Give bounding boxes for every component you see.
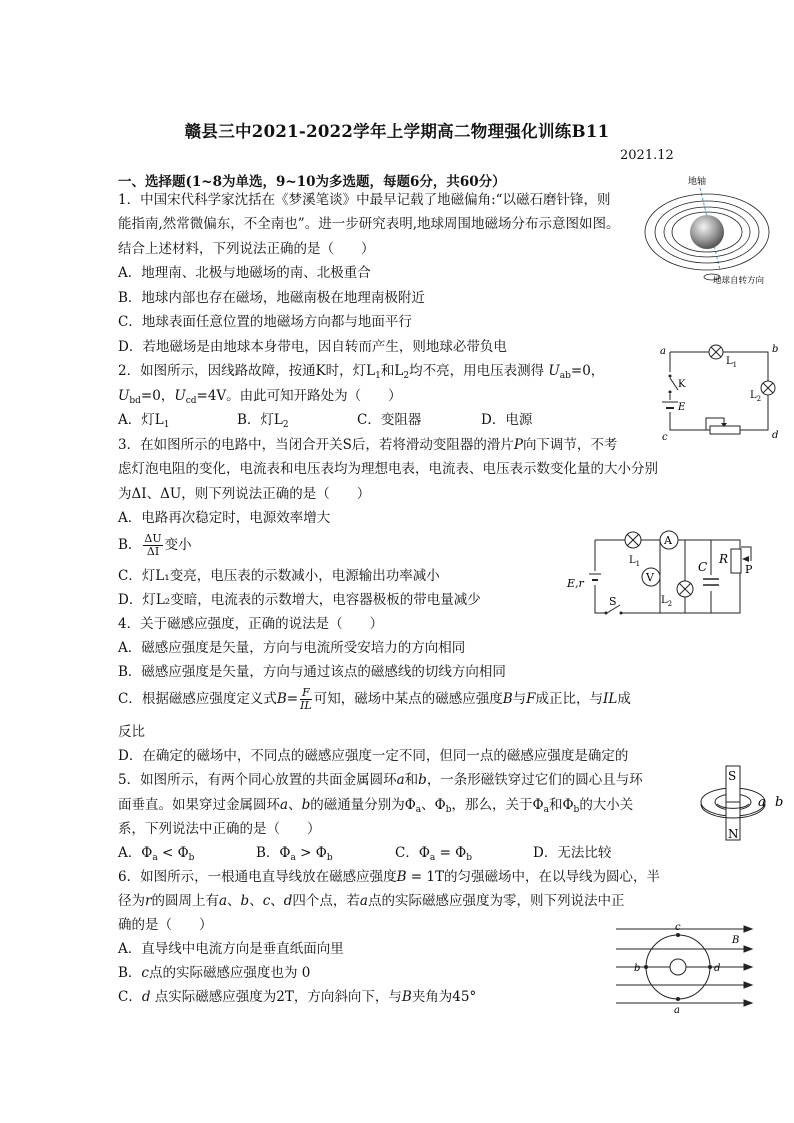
q2-circuit-figure — [658, 340, 788, 445]
q1-option-d: D．若地磁场是由地球本身带电，因自转而产生，则地球必带负电 — [118, 339, 507, 355]
svg-text:d: d — [714, 963, 721, 974]
svg-text:a: a — [674, 1005, 680, 1016]
svg-text:d: d — [772, 430, 779, 441]
q6-field-wire-figure — [612, 915, 762, 1025]
q5-line2: 面垂直。如果穿过金属圆环a、b的磁通量分别为$\Phi_a$、$\Phi_b$，那么，关于$\Phi_a$和$\Phi_b$的大小关 — [118, 797, 634, 815]
q3-line2: 虑灯泡电阻的变化，电流表和电压表均为理想电表，电流表、电压表示数变化量的大小分别 — [118, 461, 658, 477]
axis-label: 地轴 — [688, 177, 707, 187]
svg-text:c: c — [675, 922, 681, 933]
q6-option-c: C．d 点实际磁感应强度为2T，方向斜向下，与B夹角为45° — [118, 989, 477, 1005]
q1-option-a: A．地理南、北极与地磁场的南、北极重合 — [118, 265, 371, 281]
q1-line2: 能指南,然常微偏东，不全南也”。进一步研究表明,地球周围地磁场分布示意图如图。 — [118, 216, 620, 232]
q2-option-d: D．电源 — [481, 412, 533, 428]
q4-line1: 4．关于磁感应强度，正确的说法是（ ） — [118, 616, 384, 632]
q6-line3: 确的是（ ） — [118, 917, 213, 933]
q3-option-c: C．灯L₁变亮，电压表的示数减小，电源输出功率减小 — [118, 568, 440, 584]
q3-line3: 为ΔI、ΔU，则下列说法正确的是（ ） — [118, 486, 371, 502]
q6-line1: 6．如图所示，一根通电直导线放在磁感应强度B = 1T的匀强磁场中，在以导线为圆心，半 — [118, 869, 661, 885]
q5-option-a: A．$\Phi_a < \Phi_b$ — [118, 845, 195, 863]
q5-option-d: D．无法比较 — [533, 845, 612, 861]
svg-text:L2: $L_2$ — [750, 390, 762, 403]
svg-text:b: b — [772, 344, 779, 355]
rotation-label: 地球自转方向 — [713, 276, 765, 286]
q5-line3: 系，下列说法中正确的是（ ） — [118, 821, 321, 837]
svg-text:S: S — [609, 595, 617, 608]
svg-text:V: V — [646, 571, 654, 584]
q6-option-a: A．直导线中电流方向是垂直纸面向里 — [118, 941, 344, 957]
q1-line3: 结合上述材料，下列说法正确的是（ ） — [118, 241, 375, 257]
q1-option-b: B．地球内部也存在磁场，地磁南极在地理南极附近 — [118, 290, 425, 306]
svg-text:b: b — [634, 963, 641, 974]
q3-line1: 3．在如图所示的电路中，当闭合开关S后，若将滑动变阻器的滑片P向下调节，不考 — [118, 437, 618, 453]
svg-text:A: A — [664, 534, 672, 547]
page-title: 赣县三中2021-2022学年上学期高二物理强化训练B11 — [184, 122, 610, 141]
svg-text:a: a — [660, 346, 666, 357]
q2-option-a: A．灯$L_1$ — [118, 412, 170, 430]
q4-option-d: D．在确定的磁场中，不同点的磁感应强度一定不同，但同一点的磁感应强度是确定的 — [118, 748, 629, 764]
svg-text:L1: $L_1$ — [629, 555, 641, 568]
q2-option-b: B．灯$L_2$ — [237, 412, 289, 430]
q3-option-d: D．灯L₂变暗，电流表的示数增大，电容器极板的带电量减少 — [118, 592, 481, 608]
svg-text:N: N — [728, 827, 739, 841]
svg-text:L2: $L_2$ — [661, 595, 673, 608]
q6-option-b: B．c点的实际磁感应强度也为 0 — [118, 965, 311, 981]
date: 2021.12 — [620, 148, 674, 163]
earth-sphere — [690, 215, 724, 249]
q3-option-b: B． $\frac{\Delta U}{\Delta I}$ 变小 — [118, 532, 192, 558]
svg-text:C: C — [698, 560, 708, 574]
q5-line1: 5．如图所示，有两个同心放置的共面金属圆环a和b，一条形磁铁穿过它们的圆心且与环 — [118, 772, 643, 788]
q5-option-b: B．$\Phi_a > \Phi_b$ — [256, 845, 333, 863]
svg-text:K: K — [678, 379, 686, 390]
q3-circuit-figure — [565, 525, 765, 620]
q6-line2: 径为r的圆周上有a、b、c、d四个点，若a点的实际磁感应强度为零，则下列说法中正 — [118, 893, 625, 909]
svg-text:b: b — [775, 795, 784, 810]
svg-text:R: R — [719, 552, 729, 566]
svg-text:E,r: E,r — [567, 577, 584, 590]
q4-option-c-cont: 反比 — [118, 724, 145, 740]
q1-line1: 1．中国宋代科学家沈括在《梦溪笔谈》中最早记载了地磁偏角:“以磁石磨针锋，则 — [118, 192, 611, 208]
q4-option-a: A．磁感应强度是矢量，方向与电流所受安培力的方向相同 — [118, 640, 466, 656]
svg-text:B: B — [732, 935, 740, 946]
q3-option-a: A．电路再次稳定时，电源效率增大 — [118, 510, 331, 526]
q4-option-b: B．磁感应强度是矢量，方向与通过该点的磁感线的切线方向相同 — [118, 664, 506, 680]
earth-magnetic-field-figure — [640, 170, 790, 290]
q4-option-c: C．根据磁感应强度定义式B= $\frac{F}{IL}$ 可知，磁场中某点的磁感应强度B与F成正比，与IL成 — [118, 686, 631, 712]
q5-magnet-rings-figure — [700, 760, 790, 848]
svg-text:S: S — [728, 769, 737, 783]
svg-text:L1: $L_1$ — [726, 356, 738, 369]
svg-text:c: c — [662, 432, 668, 443]
q2-option-c: C．变阻器 — [357, 412, 422, 428]
svg-text:E: E — [678, 402, 686, 413]
q2-line2: $U_{bd}=0$，$U_{cd}=4V$。由此可知开路处为（ ） — [118, 388, 402, 406]
svg-text:P: P — [745, 563, 753, 576]
section-heading: 一、选择题(1~8为单选，9~10为多选题，每题6分，共60分） — [118, 174, 506, 190]
svg-text:a: a — [758, 795, 766, 810]
q1-option-c: C．地球表面任意位置的地磁场方向都与地面平行 — [118, 314, 412, 330]
q5-option-c: C．$\Phi_a = \Phi_b$ — [395, 845, 473, 863]
q2-line1: 2．如图所示，因线路故障，按通K时，灯$L_1$和$L_2$均不亮，用电压表测得 $U_{ab}=0$， — [118, 363, 605, 381]
